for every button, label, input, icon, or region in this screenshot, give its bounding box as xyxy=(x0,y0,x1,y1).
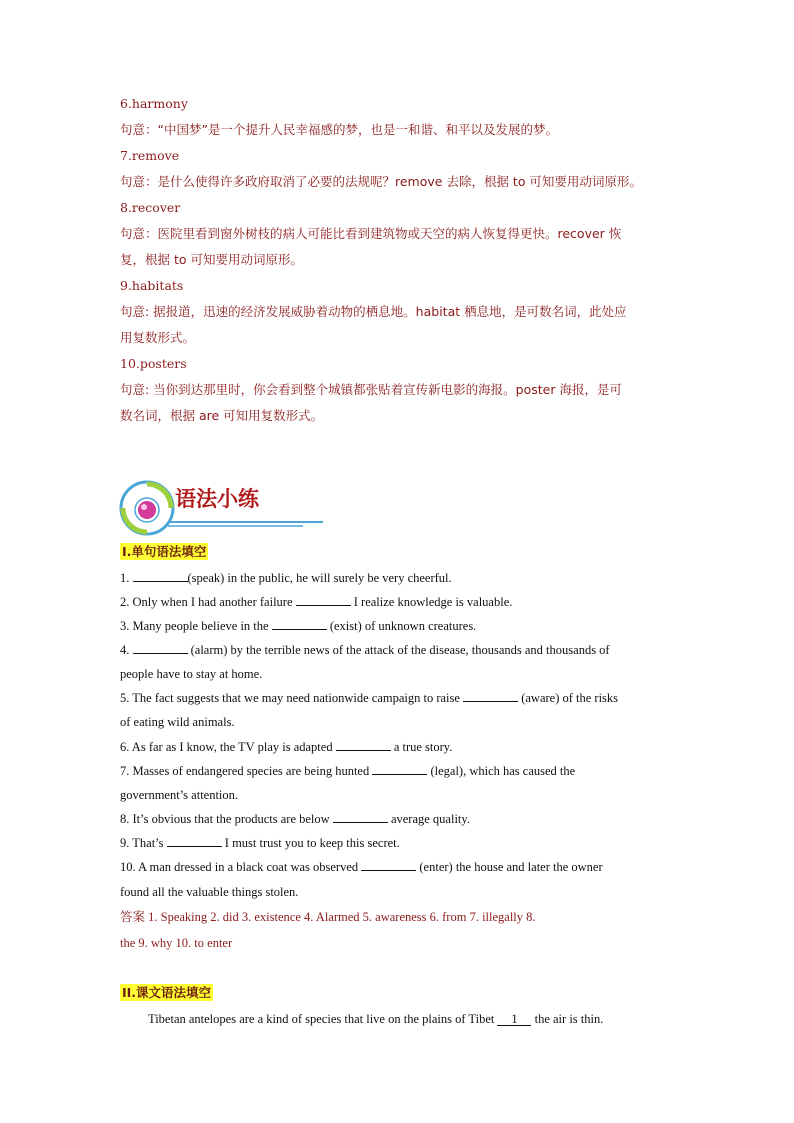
question-line xyxy=(120,810,676,828)
question-text: 6. As far as I know, the TV play is adapted xyxy=(120,740,336,754)
question-text: I must trust you to keep this secret. xyxy=(221,836,400,850)
answer-blank[interactable] xyxy=(133,642,188,654)
answer-blank[interactable] xyxy=(272,618,327,630)
passage-text: the air is thin. xyxy=(531,1012,604,1026)
vocab-word: 10.posters xyxy=(120,356,187,371)
vocab-word: 9.habitats xyxy=(120,278,184,293)
answer-blank[interactable] xyxy=(336,739,391,751)
question-text: 8. It’s obvious that the products are below xyxy=(120,812,333,826)
vocab-explanation: 复，根据 to 可知要用动词原形。 xyxy=(120,252,303,267)
question-text: (enter) the house and later the owner xyxy=(416,860,603,874)
vocab-explanation: 句意: 当你到达那里时，你会看到整个城镇都张贴着宣传新电影的海报。poster 海报，是可 xyxy=(120,382,622,397)
question-text: I realize knowledge is valuable. xyxy=(350,595,513,609)
question-text: (aware) of the risks xyxy=(518,691,619,705)
answer-blank[interactable] xyxy=(372,763,427,775)
passage-text: Tibetan antelopes are a kind of species that live on the plains of Tibet xyxy=(148,1012,498,1026)
vocab-explanation: 句意: 据报道，迅速的经济发展威胁着动物的栖息地。habitat 栖息地，是可数名词，此处应 xyxy=(120,304,627,319)
question-text: average quality. xyxy=(387,812,470,826)
vocab-explanation: 句意：“中国梦”是一个提升人民幸福感的梦，也是一和谐、和平以及发展的梦。 xyxy=(120,122,558,137)
part2-heading: II.课文语法填空 xyxy=(122,985,212,1000)
answer-blank[interactable] xyxy=(361,859,416,871)
answer-blank[interactable] xyxy=(167,835,222,847)
question-text: (exist) of unknown creatures. xyxy=(326,619,477,633)
question-text: government’s attention. xyxy=(120,788,239,802)
question-text: 10. A man dressed in a black coat was observed xyxy=(120,860,362,874)
passage-blank[interactable]: 1 xyxy=(497,1014,531,1026)
question-text: (legal), which has caused the xyxy=(427,764,576,778)
answer-key: 答案 1. Speaking 2. did 3. existence 4. Alarmed 5. awareness 6. from 7. illegally 8. xyxy=(120,910,536,924)
vocab-explanation: 句意：是什么使得许多政府取消了必要的法规呢？remove 去除，根据 to 可知要用动词原形。 xyxy=(120,174,642,189)
vocab-explanation: 句意：医院里看到窗外树枝的病人可能比看到建筑物或天空的病人恢复得更快。recover 恢 xyxy=(120,226,622,241)
section-title: 语法小练 xyxy=(175,487,259,511)
question-text: 3. Many people believe in the xyxy=(120,619,272,633)
question-text: 2. Only when I had another failure xyxy=(120,595,296,609)
question-line xyxy=(120,858,676,876)
question-text: found all the valuable things stolen. xyxy=(120,885,299,899)
answer-blank[interactable] xyxy=(463,690,518,702)
question-line xyxy=(120,786,676,804)
answer-blank[interactable] xyxy=(296,594,351,606)
vocab-explanation: 数名词，根据 are 可知用复数形式。 xyxy=(120,408,324,423)
question-text: (alarm) by the terrible news of the attack of the disease, thousands and thousands of xyxy=(187,643,610,657)
question-line xyxy=(120,617,676,635)
vocab-word: 7.remove xyxy=(120,148,180,163)
question-text: 1. xyxy=(120,571,133,585)
vocab-word: 6.harmony xyxy=(120,96,188,111)
question-line xyxy=(120,689,676,707)
question-line xyxy=(120,713,676,731)
question-text: 9. That’s xyxy=(120,836,167,850)
question-text: 7. Masses of endangered species are being hunted xyxy=(120,764,373,778)
question-text: 5. The fact suggests that we may need nationwide campaign to raise xyxy=(120,691,464,705)
question-line xyxy=(120,665,676,683)
question-text: people have to stay at home. xyxy=(120,667,263,681)
part1-heading: I.单句语法填空 xyxy=(122,544,207,559)
question-line xyxy=(120,593,676,611)
question-line xyxy=(120,738,676,756)
question-text: 4. xyxy=(120,643,133,657)
vocab-word: 8.recover xyxy=(120,200,181,215)
question-line xyxy=(120,834,676,852)
answer-blank[interactable] xyxy=(333,811,388,823)
question-line xyxy=(120,883,676,901)
question-text: (speak) in the public, he will surely be very cheerful. xyxy=(187,571,452,585)
answer-blank[interactable] xyxy=(133,570,188,582)
question-text: of eating wild animals. xyxy=(120,715,235,729)
question-line xyxy=(120,762,676,780)
question-text: a true story. xyxy=(390,740,453,754)
vocab-explanation: 用复数形式。 xyxy=(120,330,196,345)
question-line xyxy=(120,569,676,587)
answer-key: the 9. why 10. to enter xyxy=(120,936,233,950)
question-line xyxy=(120,641,676,659)
passage-line xyxy=(120,1010,676,1028)
